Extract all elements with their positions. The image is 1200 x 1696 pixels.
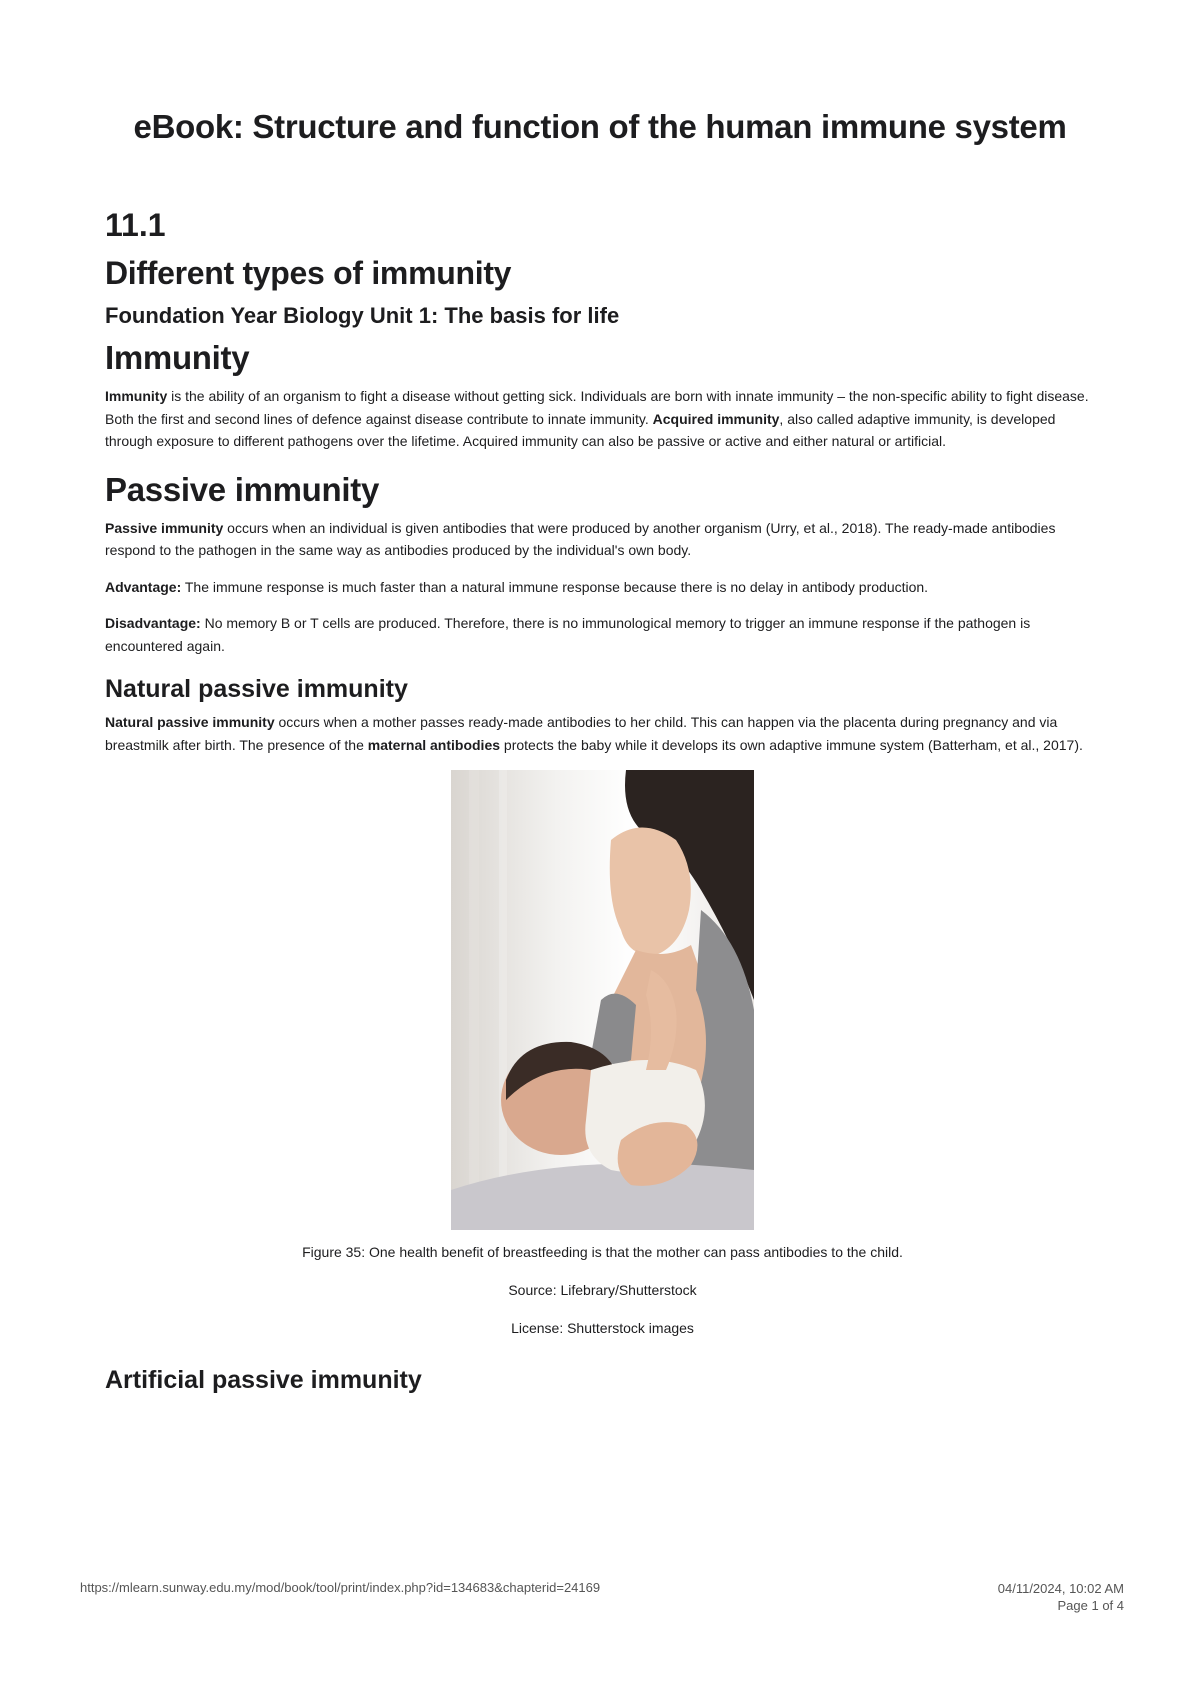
footer-datetime: 04/11/2024, 10:02 AM: [997, 1581, 1124, 1596]
figure-caption: Figure 35: One health benefit of breastfeeding is that the mother can pass antibodies to the child.: [302, 1244, 903, 1260]
term-disadvantage: Disadvantage:: [105, 615, 201, 631]
term-passive-immunity: Passive immunity: [105, 519, 224, 536]
term-advantage: Advantage:: [105, 578, 182, 595]
passive-text: occurs when an individual is given antibodies that were produced by another organism (Urry, et al., 2018). The ready-made antibodies respond to the pathogen in the same way as antibodies produced by the individual's own body.: [105, 519, 1056, 558]
chapter-title: Different types of immunity: [105, 255, 512, 291]
immunity-paragraph: [105, 385, 1100, 453]
breastfeeding-illustration: [451, 770, 754, 1230]
natural-passive-text-b: protects the baby while it develops its own adaptive immune system (Batterham, et al., 2017).: [500, 736, 1083, 753]
section-heading-natural-passive: Natural passive immunity: [105, 675, 408, 703]
chapter-number: 11.1: [105, 207, 166, 243]
figure-license: License: Shutterstock images: [511, 1320, 694, 1336]
section-heading-passive: Passive immunity: [105, 470, 379, 508]
term-immunity: Immunity: [105, 388, 168, 404]
section-heading-artificial-passive: Artificial passive immunity: [105, 1366, 422, 1394]
term-acquired-immunity: Acquired immunity: [652, 410, 780, 427]
natural-passive-text-a: occurs when a mother passes ready-made antibodies to her child. This can happen via the placenta during pregnancy and via breastmilk after birth. The presence of the: [105, 714, 1058, 753]
disadvantage-text: No memory B or T cells are produced. Therefore, there is no immunological memory to trigger an immune response if the pathogen is encountered again.: [105, 615, 1031, 654]
footer-url: https://mlearn.sunway.edu.my/mod/book/tool/print/index.php?id=134683&chapterid=24169: [80, 1580, 601, 1595]
figure-source: Source: Lifebrary/Shutterstock: [508, 1282, 697, 1298]
term-natural-passive: Natural passive immunity: [105, 714, 275, 730]
chapter-content: [105, 205, 1100, 1402]
disadvantage-paragraph: [105, 612, 1100, 657]
term-maternal-antibodies: maternal antibodies: [367, 736, 501, 753]
advantage-text: The immune response is much faster than a natural immune response because there is no delay in antibody production.: [181, 578, 929, 595]
document-title: eBook: Structure and function of the human immune system: [133, 108, 1067, 145]
immunity-text-b: , also called adaptive immunity, is developed through exposure to different pathogens over the lifetime. Acquired immunity can also be passive or active and either natural or artificial.: [105, 410, 1056, 449]
advantage-paragraph: [105, 576, 1100, 599]
footer-page-number: Page 1 of 4: [1057, 1598, 1124, 1613]
figure-35: [105, 770, 1100, 1338]
breastfeeding-photo: [451, 770, 754, 1230]
footer-meta: [998, 1580, 1124, 1614]
section-heading-immunity: Immunity: [105, 339, 250, 376]
course-subtitle: Foundation Year Biology Unit 1: The basis for life: [105, 303, 620, 328]
passive-paragraph: [105, 517, 1100, 562]
natural-passive-paragraph: [105, 711, 1100, 756]
immunity-text-a: is the ability of an organism to fight a disease without getting sick. Individuals are born with innate immunity – the non-specific ability to fight disease. Both the first and second lines of defence against disease contribute to innate immunity.: [105, 388, 1089, 427]
